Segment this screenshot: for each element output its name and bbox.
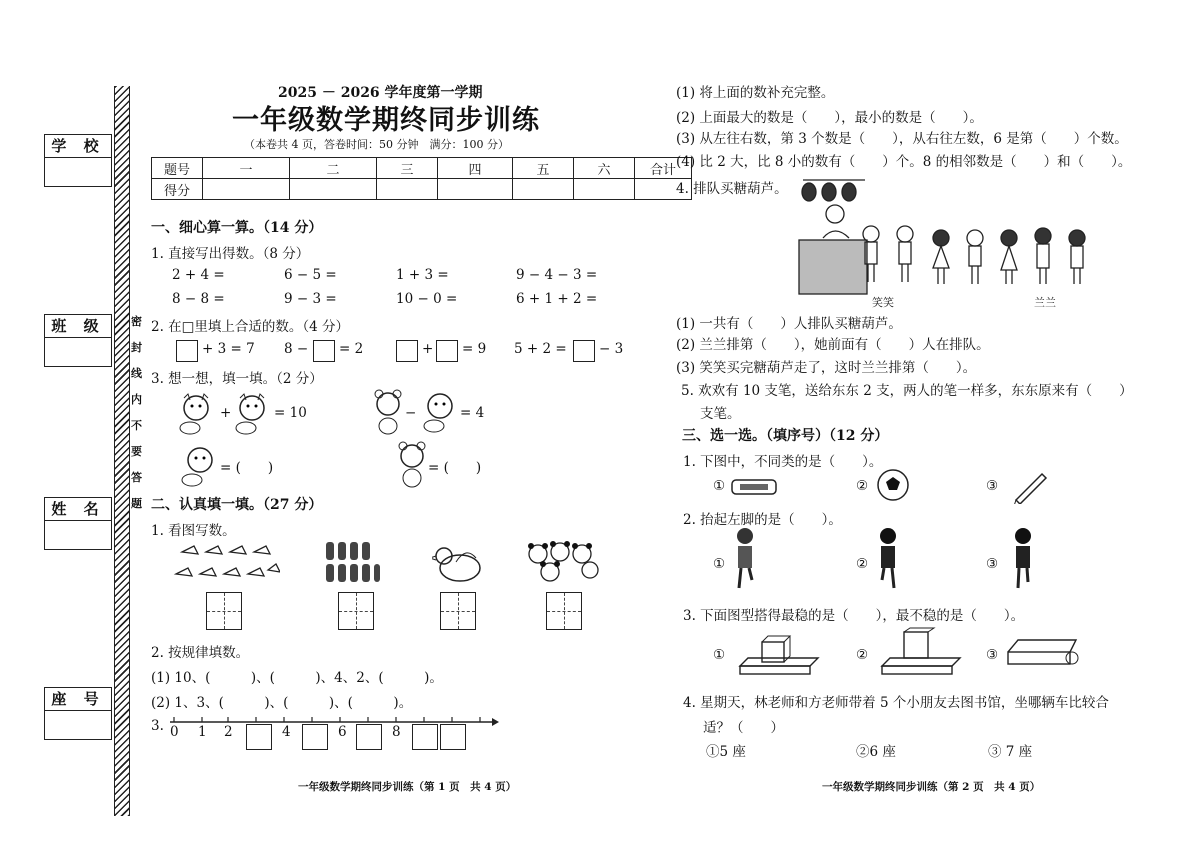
pattern-row-1: (1) 10、( )、( )、4、2、( )。 xyxy=(151,670,443,686)
score-table xyxy=(151,157,692,200)
pens-question-end: 支笔。 xyxy=(700,406,741,422)
seal-char: 不 xyxy=(131,419,142,432)
football-icon xyxy=(876,468,910,502)
score-header: 五 xyxy=(513,158,574,179)
answer-grid[interactable] xyxy=(206,592,242,630)
bird-icon xyxy=(432,544,486,584)
seal-char: 线 xyxy=(131,367,142,380)
queue-a1: (1) 一共有（ ）人排队买糖葫芦。 xyxy=(676,316,902,332)
seal-char: 答 xyxy=(131,471,142,484)
corn-icon xyxy=(322,540,382,586)
seat-box xyxy=(44,687,112,740)
fill-text: + 3 = 7 xyxy=(202,341,255,357)
score-cell[interactable] xyxy=(290,179,377,200)
tick-label: 4 xyxy=(282,724,291,740)
birds-icon xyxy=(172,540,280,586)
score-header: 四 xyxy=(438,158,513,179)
blocks-stable-icon xyxy=(734,626,824,678)
q2-3-label: 3. xyxy=(151,718,164,734)
choice-q1: 1. 下图中，不同类的是（ ）。 xyxy=(683,454,883,470)
seal-text xyxy=(131,309,142,517)
class-box xyxy=(44,314,112,367)
fill-text: = 9 xyxy=(462,341,487,357)
choice-q3: 3. 下面图型搭得最稳的是（ ），最不稳的是（ ）。 xyxy=(683,608,1025,624)
q1-3-text: 3. 想一想，填一填。（2 分） xyxy=(151,371,323,387)
seal-char: 要 xyxy=(131,445,142,458)
score-cell[interactable] xyxy=(513,179,574,200)
fill-text: + xyxy=(422,341,434,357)
score-header: 二 xyxy=(290,158,377,179)
school-label: 学 校 xyxy=(45,135,111,158)
pandas-icon xyxy=(524,540,608,586)
exam-note: （本卷共 4 页，答卷时间：50 分钟 满分：100 分） xyxy=(244,138,509,151)
class-label: 班 级 xyxy=(45,315,111,338)
choice-q2: 2. 抬起左脚的是（ ）。 xyxy=(683,512,842,528)
seat-option: ①5 座 xyxy=(706,744,746,760)
name-field[interactable] xyxy=(45,521,111,549)
seat-option: ②6 座 xyxy=(856,744,896,760)
option-number: ② xyxy=(856,478,869,494)
pencil-icon xyxy=(1010,468,1050,504)
fill-text: 5 + 2 = xyxy=(514,341,567,357)
seat-label: 座 号 xyxy=(45,688,111,711)
blocks-medium-icon xyxy=(876,626,966,678)
child-right-icon xyxy=(873,526,903,592)
calc-item: 9 − 3 = xyxy=(284,291,337,307)
right-q3: (3) 从左往右数，第 3 个数是（ ），从右往左数，6 是第（ ）个数。 xyxy=(676,131,1128,147)
calc-item: 1 + 3 = xyxy=(396,267,449,283)
score-cell[interactable] xyxy=(438,179,513,200)
seal-char: 内 xyxy=(131,393,142,406)
right-q1: (1) 将上面的数补充完整。 xyxy=(676,85,835,101)
class-field[interactable] xyxy=(45,338,111,366)
section-3-title: 三、选一选。（填序号）（12 分） xyxy=(682,428,889,444)
number-box[interactable] xyxy=(356,724,382,750)
bear-tiger-icon xyxy=(372,388,462,436)
equals-ten: = 10 xyxy=(274,405,307,421)
calc-item: 8 − 8 = xyxy=(172,291,225,307)
option-number: ② xyxy=(856,647,869,663)
tick-label: 6 xyxy=(338,724,347,740)
number-box[interactable] xyxy=(440,724,466,750)
option-number: ① xyxy=(713,647,726,663)
score-cell[interactable] xyxy=(574,179,635,200)
calc-item: 6 + 1 + 2 = xyxy=(516,291,598,307)
calc-item: 6 − 5 = xyxy=(284,267,337,283)
number-box[interactable] xyxy=(412,724,438,750)
xiaoxiao-label: 笑笑 xyxy=(872,296,894,309)
score-label: 得分 xyxy=(152,179,203,200)
right-q2: (2) 上面最大的数是（ ），最小的数是（ ）。 xyxy=(676,110,983,126)
answer-grid[interactable] xyxy=(546,592,582,630)
answer-grid[interactable] xyxy=(440,592,476,630)
answer-grid[interactable] xyxy=(338,592,374,630)
page-title: 一年级数学期终同步训练 xyxy=(232,105,540,136)
option-number: ③ xyxy=(986,556,999,572)
bear-icon xyxy=(394,440,430,490)
fill-text: = 2 xyxy=(339,341,364,357)
q1-2-text: 2. 在□里填上合适的数。（4 分） xyxy=(151,319,350,335)
tick-label: 8 xyxy=(392,724,401,740)
seal-char: 封 xyxy=(131,341,142,354)
calc-item: 2 + 4 = xyxy=(172,267,225,283)
score-cell[interactable] xyxy=(377,179,438,200)
tick-label: 2 xyxy=(224,724,233,740)
lanlan-label: 兰兰 xyxy=(1034,296,1056,309)
section-1-title: 一、细心算一算。（14 分） xyxy=(151,220,323,236)
year-heading: 2025 － 2026 学年度第一学期 xyxy=(278,85,483,101)
option-number: ② xyxy=(856,556,869,572)
pencil-case-icon xyxy=(730,476,780,498)
answer-blank[interactable]: = ( ) xyxy=(220,460,274,476)
fill-text: 8 − xyxy=(284,341,309,357)
section-2-title: 二、认真填一填。（27 分） xyxy=(151,497,323,513)
choice-q4-end: 适？（ ） xyxy=(703,720,784,736)
seal-char: 密 xyxy=(131,315,142,328)
seal-char: 题 xyxy=(131,497,142,510)
tiger-icon xyxy=(178,444,218,488)
blocks-unstable-icon xyxy=(1004,630,1084,674)
child-back-icon xyxy=(1008,526,1038,592)
equals-four: = 4 xyxy=(460,405,485,421)
name-box xyxy=(44,497,112,550)
name-label: 姓 名 xyxy=(45,498,111,521)
plus-sign: + xyxy=(220,405,232,421)
score-cell[interactable] xyxy=(203,179,290,200)
number-box[interactable] xyxy=(246,724,272,750)
score-header: 题号 xyxy=(152,158,203,179)
score-header: 三 xyxy=(377,158,438,179)
queue-a2: (2) 兰兰排第（ ），她前面有（ ）人在排队。 xyxy=(676,337,990,353)
answer-box[interactable] xyxy=(176,340,198,362)
q2-1-text: 1. 看图写数。 xyxy=(151,523,236,539)
answer-box[interactable] xyxy=(313,340,335,362)
score-header: 一 xyxy=(203,158,290,179)
q2-2-text: 2. 按规律填数。 xyxy=(151,645,250,661)
pens-question: 5. 欢欢有 10 支笔，送给东东 2 支，两人的笔一样多，东东原来有（ ） xyxy=(681,383,1133,399)
option-number: ③ xyxy=(986,647,999,663)
fill-text: − 3 xyxy=(599,341,624,357)
seat-field[interactable] xyxy=(45,711,111,739)
number-box[interactable] xyxy=(302,724,328,750)
option-number: ③ xyxy=(986,478,999,494)
tick-label: 0 xyxy=(170,724,179,740)
tick-label: 1 xyxy=(198,724,207,740)
calc-item: 10 − 0 = xyxy=(396,291,458,307)
choice-q4: 4. 星期天，林老师和方老师带着 5 个小朋友去图书馆，坐哪辆车比较合 xyxy=(683,695,1109,711)
page-footer-right: 一年级数学期终同步训练（第 2 页 共 4 页） xyxy=(822,781,1041,793)
queue-illustration xyxy=(795,178,1095,298)
child-left-icon xyxy=(730,526,760,592)
answer-box[interactable] xyxy=(396,340,418,362)
minus-sign: − xyxy=(405,405,417,421)
queue-a3: (3) 笑笑买完糖葫芦走了，这时兰兰排第（ ）。 xyxy=(676,360,977,376)
school-field[interactable] xyxy=(45,158,111,186)
answer-box[interactable] xyxy=(573,340,595,362)
pattern-row-2: (2) 1、3、( )、( )、( )。 xyxy=(151,695,413,711)
right-q4: (4) 比 2 大，比 8 小的数有（ ）个。8 的相邻数是（ ）和（ ）。 xyxy=(676,154,1132,170)
option-number: ① xyxy=(713,478,726,494)
q1-1-text: 1. 直接写出得数。（8 分） xyxy=(151,246,310,262)
page-footer-left: 一年级数学期终同步训练（第 1 页 共 4 页） xyxy=(298,781,517,793)
binding-line xyxy=(114,86,130,816)
score-header: 六 xyxy=(574,158,635,179)
answer-blank[interactable]: = ( ) xyxy=(428,460,482,476)
school-box xyxy=(44,134,112,187)
option-number: ① xyxy=(713,556,726,572)
queue-question: 4. 排队买糖葫芦。 xyxy=(676,181,788,197)
answer-box[interactable] xyxy=(436,340,458,362)
calc-item: 9 − 4 − 3 = xyxy=(516,267,598,283)
score-header: 合计 xyxy=(635,158,692,179)
seat-option: ③ 7 座 xyxy=(988,744,1033,760)
